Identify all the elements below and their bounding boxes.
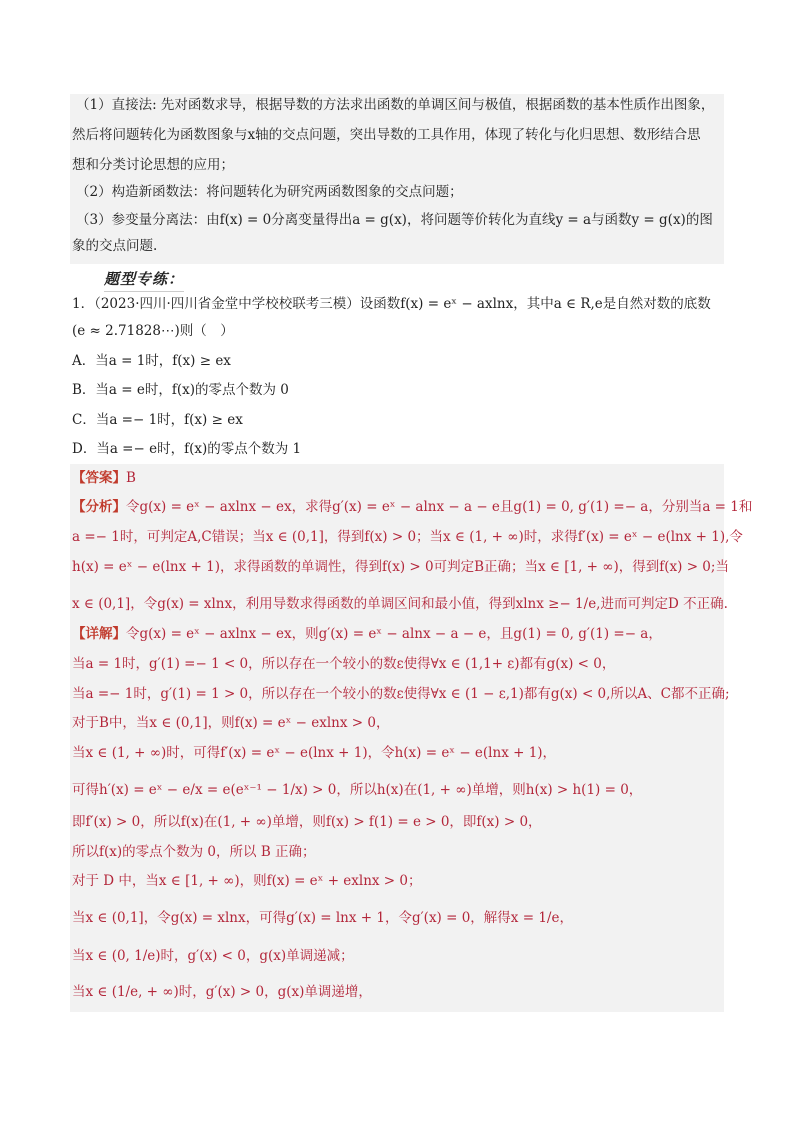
question-stem-line-2: (e ≈ 2.71828⋯)则（ ） xyxy=(72,323,234,339)
detail-line-11: 当x ∈ (0, 1/e)时，g′(x) < 0，g(x)单调递减； xyxy=(72,948,354,964)
question-stem-line-1: 1．（2023·四川·四川省金堂中学校校联考三模）设函数f(x) = eˣ − axlnx，其中a ∈ R,e是自然对数的底数 xyxy=(72,296,711,312)
option-d: D．当a =− e时，f(x)的零点个数为 1 xyxy=(72,441,302,457)
analysis-line-1 xyxy=(72,497,752,517)
detail-line-3: 当a =− 1时，g′(1) = 1 > 0，所以存在一个较小的数ε使得∀x ∈ (1 − ε,1)都有g(x) < 0,所以A、C都不正确; xyxy=(72,686,730,702)
detail-tag: 【详解】 xyxy=(72,626,126,642)
answer-value: B xyxy=(126,470,136,486)
methods-line-2: 然后将问题转化为函数图象与x轴的交点问题，突出导数的工具作用，体现了转化与化归思想、数形结合思 xyxy=(72,127,701,143)
methods-box xyxy=(70,94,724,264)
methods-line-4: （2）构造新函数法：将问题转化为研究两函数图象的交点问题； xyxy=(76,184,463,200)
detail-line-9: 对于 D 中，当x ∈ [1, + ∞)，则f(x) = eˣ + exlnx > 0； xyxy=(72,873,422,889)
option-c: C．当a =− 1时，f(x) ≥ ex xyxy=(72,412,243,428)
analysis-line-2: a =− 1时，可判定A,C错误；当x ∈ (0,1]，得到f(x) > 0；当x ∈ (1, + ∞)时，求得f′(x) = eˣ − e(lnx + 1),令 xyxy=(72,529,743,545)
methods-line-1: （1）直接法: 先对函数求导，根据导数的方法求出函数的单调区间与极值，根据函数的基本性质作出图象， xyxy=(76,97,715,113)
detail-text-1: 令g(x) = eˣ − axlnx − ex，则g′(x) = eˣ − alnx − a − e，且g(1) = 0, g′(1) =− a， xyxy=(126,626,662,642)
option-a: A．当a = 1时，f(x) ≥ ex xyxy=(72,353,231,369)
detail-line-7: 即f′(x) > 0，所以f(x)在(1, + ∞)单增，则f(x) > f(1) = e > 0，即f(x) > 0， xyxy=(72,814,542,830)
methods-line-3: 想和分类讨论思想的应用； xyxy=(72,157,234,173)
detail-line-2: 当a = 1时，g′(1) =− 1 < 0，所以存在一个较小的数ε使得∀x ∈ (1,1+ ε)都有g(x) < 0， xyxy=(72,656,616,672)
detail-line-12: 当x ∈ (1/e, + ∞)时，g′(x) > 0，g(x)单调递增， xyxy=(72,984,372,1000)
analysis-line-3: h(x) = eˣ − e(lnx + 1)，求得函数的单调性，得到f(x) > 0可判定B正确；当x ∈ [1, + ∞)，得到f(x) > 0;当 xyxy=(72,559,729,575)
answer-line xyxy=(72,468,136,488)
detail-line-4: 对于B中，当x ∈ (0,1]，则f(x) = eˣ − exlnx > 0， xyxy=(72,715,390,731)
detail-line-10: 当x ∈ (0,1]，令g(x) = xlnx，可得g′(x) = lnx + 1，令g′(x) = 0，解得x = 1/e， xyxy=(72,910,573,926)
analysis-tag: 【分析】 xyxy=(72,499,126,515)
detail-line-8: 所以f(x)的零点个数为 0，所以 B 正确； xyxy=(72,844,316,860)
detail-line-5: 当x ∈ (1, + ∞)时，可得f′(x) = eˣ − e(lnx + 1)，令h(x) = eˣ − e(lnx + 1)， xyxy=(72,745,557,761)
section-heading: 题型专练： xyxy=(104,270,185,288)
detail-line-6: 可得h′(x) = eˣ − e/x = e(eˣ⁻¹ − 1/x) > 0，所以h(x)在(1, + ∞)单增，则h(x) > h(1) = 0， xyxy=(72,782,643,798)
methods-line-5: （3）参变量分离法：由f(x) = 0分离变量得出a = g(x)，将问题等价转化为直线y = a与函数y = g(x)的图 xyxy=(76,212,713,228)
detail-line-1 xyxy=(72,624,662,644)
option-b: B．当a = e时，f(x)的零点个数为 0 xyxy=(72,382,289,398)
answer-tag: 【答案】 xyxy=(72,470,126,486)
analysis-text-1: 令g(x) = eˣ − axlnx − ex，求得g′(x) = eˣ − alnx − a − e且g(1) = 0, g′(1) =− a，分别当a = 1和 xyxy=(126,499,753,515)
analysis-line-4: x ∈ (0,1]，令g(x) = xlnx，利用导数求得函数的单调区间和最小值，得到xlnx ≥− 1/e,进而可判定D 不正确. xyxy=(72,596,728,612)
methods-line-6: 象的交点问题. xyxy=(72,238,158,254)
